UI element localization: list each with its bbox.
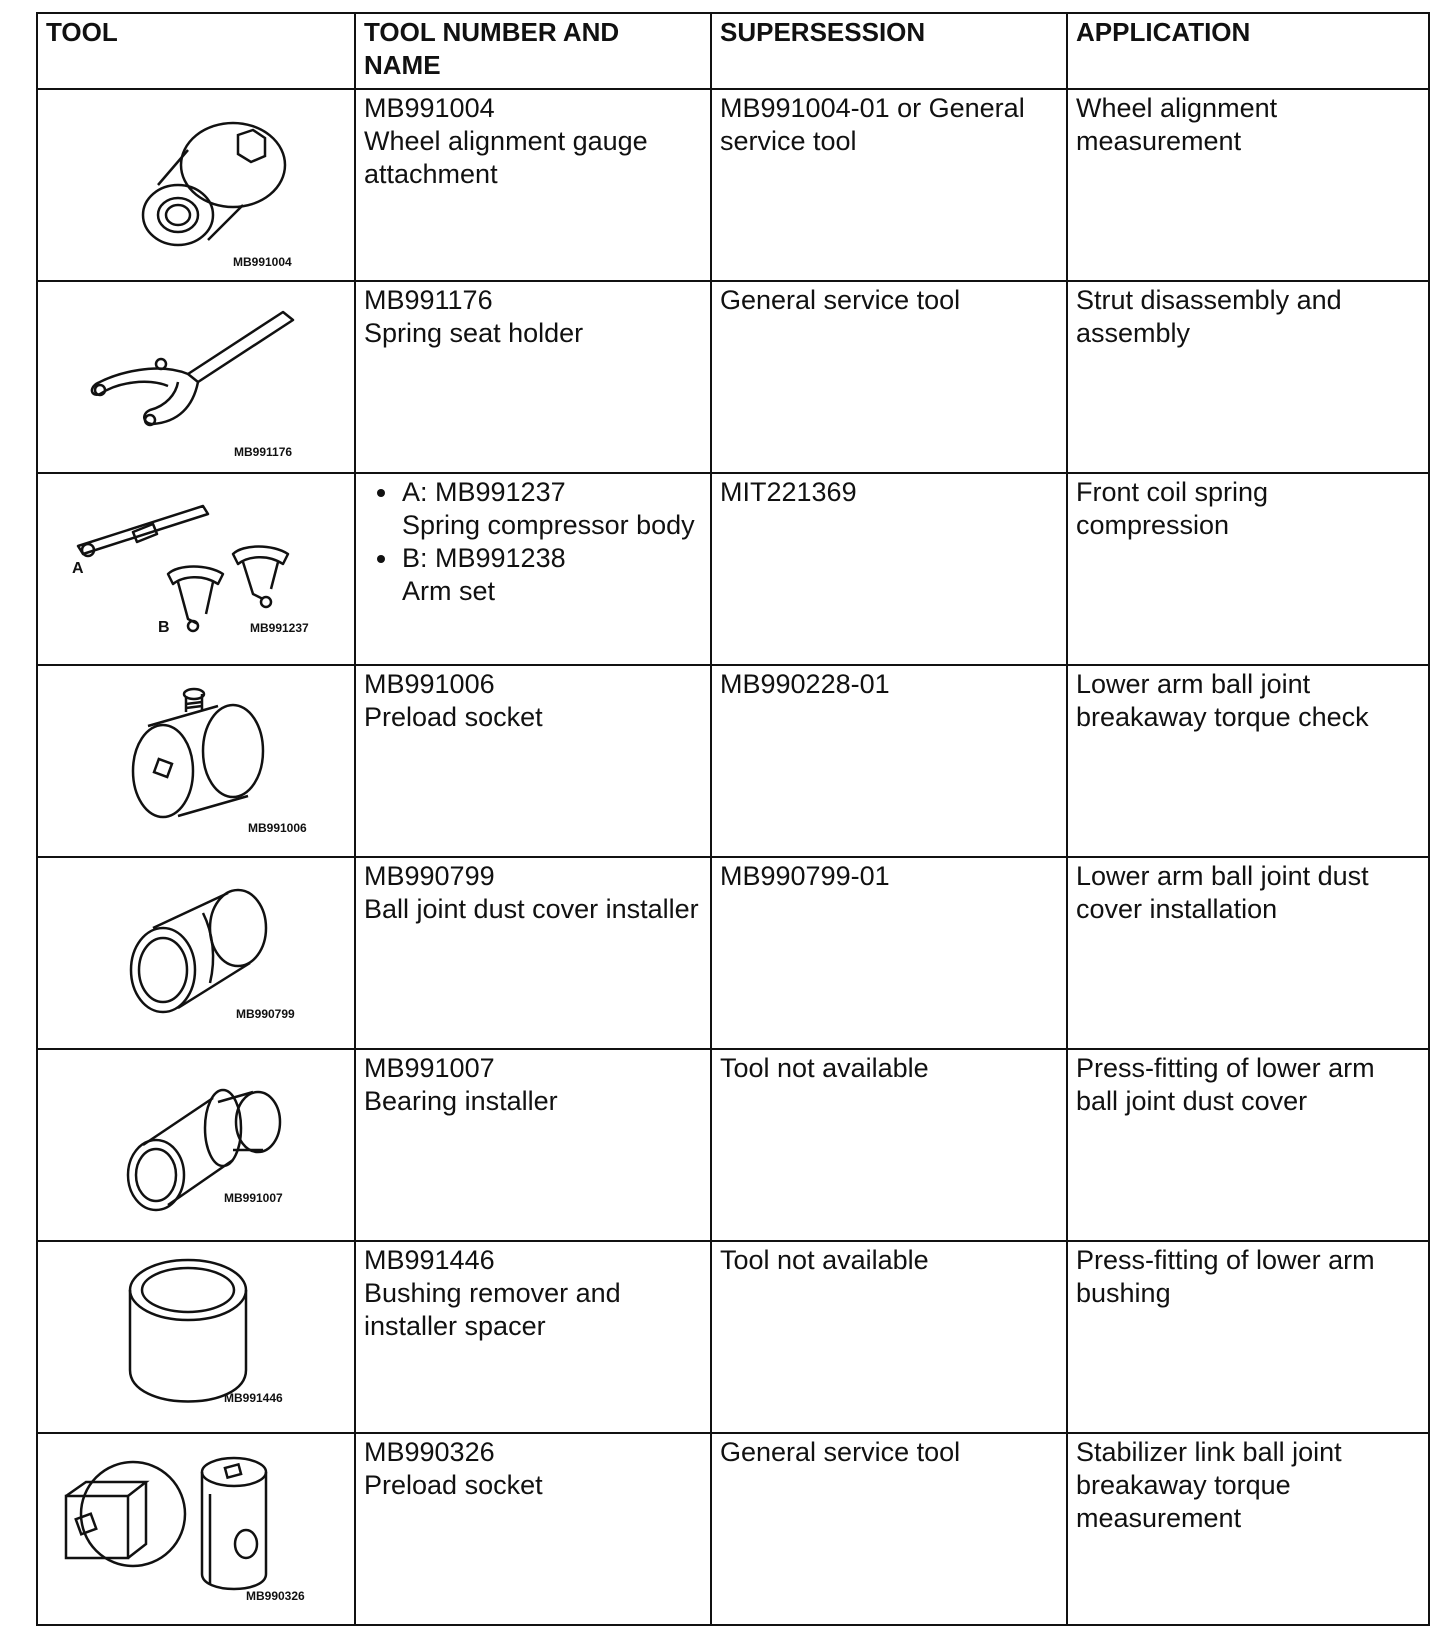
figure-label: MB990326: [246, 1589, 305, 1603]
special-tools-table: [36, 12, 1430, 1626]
table-row: [37, 1241, 1429, 1433]
header-number-name: TOOL NUMBER AND NAME: [355, 13, 711, 89]
tool-part-number: • A: MB991237: [402, 477, 566, 507]
application-cell: Press-fitting of lower arm bushing: [1067, 1241, 1429, 1433]
supersession-cell: Tool not available: [711, 1049, 1067, 1241]
header-row: [37, 13, 1429, 89]
supersession-cell: MB991004-01 or General service tool: [711, 89, 1067, 281]
application-cell: Lower arm ball joint dust cover installation: [1067, 857, 1429, 1049]
figure-letter-a: A: [72, 560, 84, 577]
tool-number-name-cell: [355, 1433, 711, 1625]
tool-number-name-cell: [355, 473, 711, 665]
header-application: APPLICATION: [1067, 13, 1429, 89]
bushing-spacer-icon: [38, 1242, 356, 1432]
tool-figure-cell: [37, 1049, 355, 1241]
table-row: [37, 89, 1429, 281]
tool-number: MB991446: [364, 1245, 495, 1275]
figure-label: MB991006: [248, 821, 307, 835]
figure-label: MB991176: [234, 445, 293, 459]
tool-figure-cell: [37, 1241, 355, 1433]
application-cell: Press-fitting of lower arm ball joint dust cover: [1067, 1049, 1429, 1241]
supersession-cell: MIT221369: [711, 473, 1067, 665]
supersession-cell: General service tool: [711, 281, 1067, 473]
figure-label: MB990799: [236, 1007, 295, 1021]
tool-name: Bearing installer: [364, 1086, 558, 1116]
wheel-alignment-gauge-attachment-icon: [38, 90, 356, 280]
tool-figure-cell: [37, 281, 355, 473]
supersession-cell: Tool not available: [711, 1241, 1067, 1433]
tool-number: MB991004: [364, 93, 495, 123]
tool-number-name-cell: [355, 1241, 711, 1433]
tool-number: MB991006: [364, 669, 495, 699]
tool-part-number: • B: MB991238: [402, 543, 566, 573]
tool-number: MB991007: [364, 1053, 495, 1083]
figure-label: MB991237: [250, 621, 309, 635]
tool-number: MB990799: [364, 861, 495, 891]
supersession-cell: MB990228-01: [711, 665, 1067, 857]
figure-label: MB991004: [233, 255, 292, 269]
tool-figure-cell: [37, 1433, 355, 1625]
tool-name: Ball joint dust cover installer: [364, 894, 699, 924]
tool-number-name-cell: [355, 857, 711, 1049]
preload-socket-icon: [38, 666, 356, 856]
table-row: [37, 1433, 1429, 1625]
tool-name: Wheel alignment gauge attachment: [364, 126, 648, 189]
spring-seat-holder-icon: [38, 282, 356, 472]
table-row: [37, 665, 1429, 857]
table-row: [37, 1049, 1429, 1241]
table-row: [37, 473, 1429, 665]
list-item: [400, 476, 702, 542]
header-tool: TOOL: [37, 13, 355, 89]
tool-figure-cell: [37, 665, 355, 857]
tool-number-name-cell: [355, 281, 711, 473]
tool-figure-cell: [37, 473, 355, 665]
tool-number-name-cell: [355, 665, 711, 857]
tool-figure-cell: [37, 89, 355, 281]
tool-name: Bushing remover and installer spacer: [364, 1278, 621, 1341]
application-cell: Strut disassembly and assembly: [1067, 281, 1429, 473]
preload-socket-pair-icon: [38, 1434, 356, 1624]
tool-number-name-cell: [355, 89, 711, 281]
tool-number-name-cell: [355, 1049, 711, 1241]
table-row: [37, 857, 1429, 1049]
tool-name: Preload socket: [364, 702, 543, 732]
bearing-installer-icon: [38, 1050, 356, 1240]
tool-number: MB991176: [364, 285, 493, 315]
figure-label: MB991446: [224, 1391, 283, 1405]
figure-label: MB991007: [224, 1191, 283, 1205]
supersession-cell: MB990799-01: [711, 857, 1067, 1049]
list-item: [400, 542, 702, 608]
dust-cover-installer-icon: [38, 858, 356, 1048]
tool-part-name: Arm set: [402, 576, 496, 606]
application-cell: Lower arm ball joint breakaway torque check: [1067, 665, 1429, 857]
tool-name: Spring seat holder: [364, 318, 584, 348]
tool-part-list: [364, 476, 702, 608]
table-row: [37, 281, 1429, 473]
application-cell: Front coil spring compression: [1067, 473, 1429, 665]
tool-name: Preload socket: [364, 1470, 543, 1500]
tool-figure-cell: [37, 857, 355, 1049]
application-cell: Wheel alignment measurement: [1067, 89, 1429, 281]
application-cell: Stabilizer link ball joint breakaway torque measurement: [1067, 1433, 1429, 1625]
header-supersession: SUPERSESSION: [711, 13, 1067, 89]
spring-compressor-icon: [38, 474, 356, 664]
figure-letter-b: B: [158, 619, 170, 636]
tool-number: MB990326: [364, 1437, 495, 1467]
tool-part-name: Spring compressor body: [402, 510, 695, 540]
supersession-cell: General service tool: [711, 1433, 1067, 1625]
